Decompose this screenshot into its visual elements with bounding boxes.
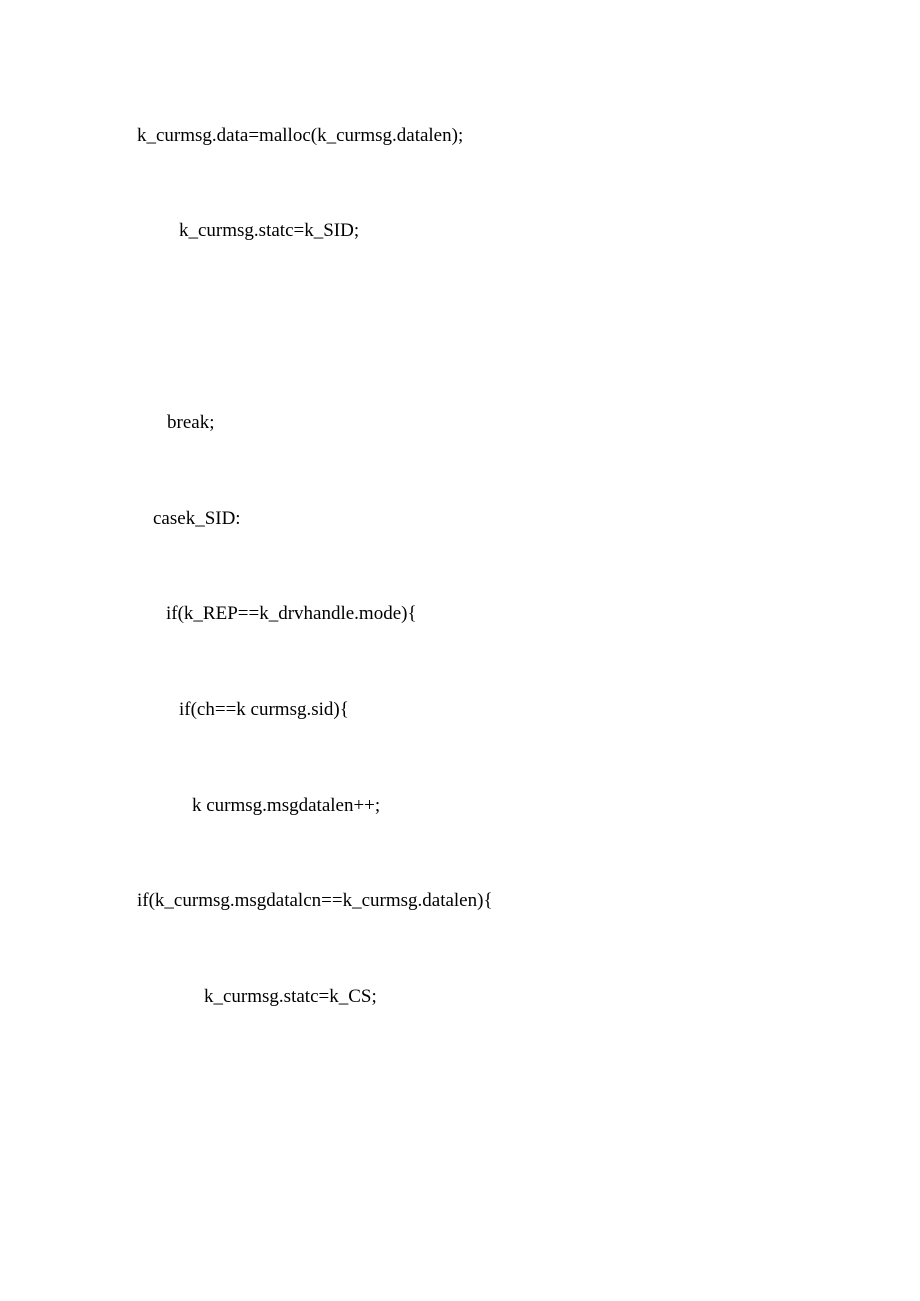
code-line: k_curmsg.statc=k_CS; (204, 986, 377, 1007)
code-line: k_curmsg.statc=k_SID; (179, 220, 360, 241)
code-line: if(k_curmsg.msgdatalcn==k_curmsg.datalen){ (137, 890, 493, 911)
code-line: k_curmsg.data=malloc(k_curmsg.datalen); (137, 125, 464, 146)
code-line: break; (167, 412, 215, 433)
code-line: k curmsg.msgdatalen++; (192, 795, 381, 816)
code-line: if(k_REP==k_drvhandle.mode){ (166, 603, 417, 624)
code-line: if(ch==k curmsg.sid){ (179, 699, 349, 720)
code-line: casek_SID: (153, 508, 241, 529)
